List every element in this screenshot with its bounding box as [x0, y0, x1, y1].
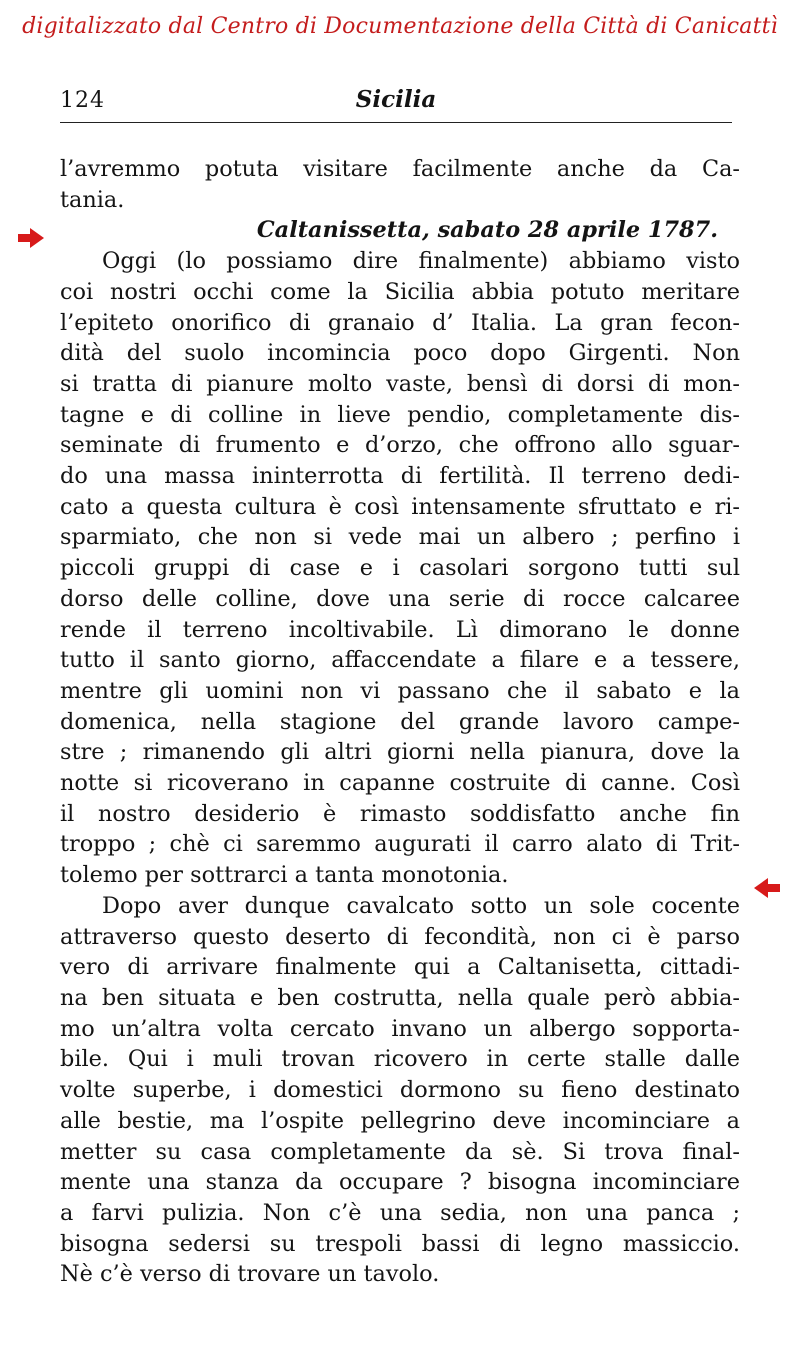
text-line: sparmiato, che non si vede mai un albero ; perfino i: [60, 524, 740, 551]
text-line: l’epiteto onorifico di granaio d’ Italia. La gran fecon-: [60, 309, 740, 336]
text-line: tutto il santo giorno, affaccendate a filare e a tessere,: [60, 647, 740, 674]
text-line: piccoli gruppi di case e i casolari sorgono tutti sul: [60, 555, 740, 582]
text-line: dità del suolo incomincia poco dopo Girgenti. Non: [60, 340, 740, 367]
text-line: tolemo per sottrarci a tanta monotonia.: [60, 862, 509, 889]
text-line: tagne e di colline in lieve pendio, completamente dis-: [60, 401, 740, 428]
arrow-left-icon: [754, 878, 780, 898]
page-body: [60, 154, 740, 1290]
arrow-right-icon: [18, 228, 44, 248]
text-line: si tratta di pianure molto vaste, bensì di dorsi di mon-: [60, 370, 740, 397]
text-line: cato a questa cultura è così intensamente sfruttato e ri-: [60, 493, 740, 520]
text-line: a farvi pulizia. Non c’è una sedia, non una panca ;: [60, 1199, 740, 1226]
text-line: mente una stanza da occupare ? bisogna incominciare: [60, 1169, 740, 1196]
text-line: vero di arrivare finalmente qui a Caltanisetta, cittadi-: [60, 954, 740, 981]
running-header: [60, 86, 732, 120]
header-rule: [60, 122, 732, 123]
text-line: seminate di frumento e d’orzo, che offrono allo sguar-: [60, 432, 740, 459]
dateline: Caltanissetta, sabato 28 aprile 1787.: [256, 217, 718, 244]
text-line: l’avremmo potuta visitare facilmente anche da Ca-: [60, 156, 740, 182]
text-line: troppo ; chè ci saremmo augurati il carro alato di Trit-: [60, 831, 740, 858]
text-line: metter su casa completamente da sè. Si trova final-: [60, 1138, 740, 1165]
text-line: domenica, nella stagione del grande lavoro campe-: [60, 708, 740, 735]
text-line: volte superbe, i domestici dormono su fieno destinato: [60, 1077, 740, 1104]
text-line: notte si ricoverano in capanne costruite di canne. Così: [60, 770, 740, 797]
text-line: tania.: [60, 186, 125, 213]
text-line: stre ; rimanendo gli altri giorni nella pianura, dove la: [60, 739, 740, 766]
text-line: Oggi (lo possiamo dire finalmente) abbiamo visto: [102, 248, 740, 275]
text-line: dorso delle colline, dove una serie di rocce calcaree: [60, 585, 740, 612]
text-line: do una massa ininterrotta di fertilità. Il terreno dedi-: [60, 463, 740, 490]
text-line: rende il terreno incoltivabile. Lì dimorano le donne: [60, 616, 740, 643]
text-line: mo un’altra volta cercato invano un albergo sopporta-: [60, 1015, 740, 1042]
text-line: Dopo aver dunque cavalcato sotto un sole cocente: [102, 892, 740, 919]
text-line: mentre gli uomini non vi passano che il sabato e la: [60, 677, 740, 704]
text-line: il nostro desiderio è rimasto soddisfatto anche fin: [60, 800, 740, 827]
text-line: coi nostri occhi come la Sicilia abbia potuto meritare: [60, 278, 740, 305]
text-line: attraverso questo deserto di fecondità, non ci è parso: [60, 923, 740, 950]
text-line: Nè c’è verso di trovare un tavolo.: [60, 1261, 440, 1288]
text-line: na ben situata e ben costrutta, nella quale però abbia-: [60, 984, 740, 1011]
text-line: alle bestie, ma l’ospite pellegrino deve incominciare a: [60, 1107, 740, 1134]
watermark: digitalizzato dal Centro di Documentazione della Città di Canicattì: [22, 14, 778, 39]
text-line: bile. Qui i muli trovan ricovero in certe stalle dalle: [60, 1046, 740, 1073]
text-line: bisogna sedersi su trespoli bassi di legno massiccio.: [60, 1230, 740, 1257]
running-title: Sicilia: [355, 86, 437, 113]
page-number: 124: [60, 88, 105, 113]
